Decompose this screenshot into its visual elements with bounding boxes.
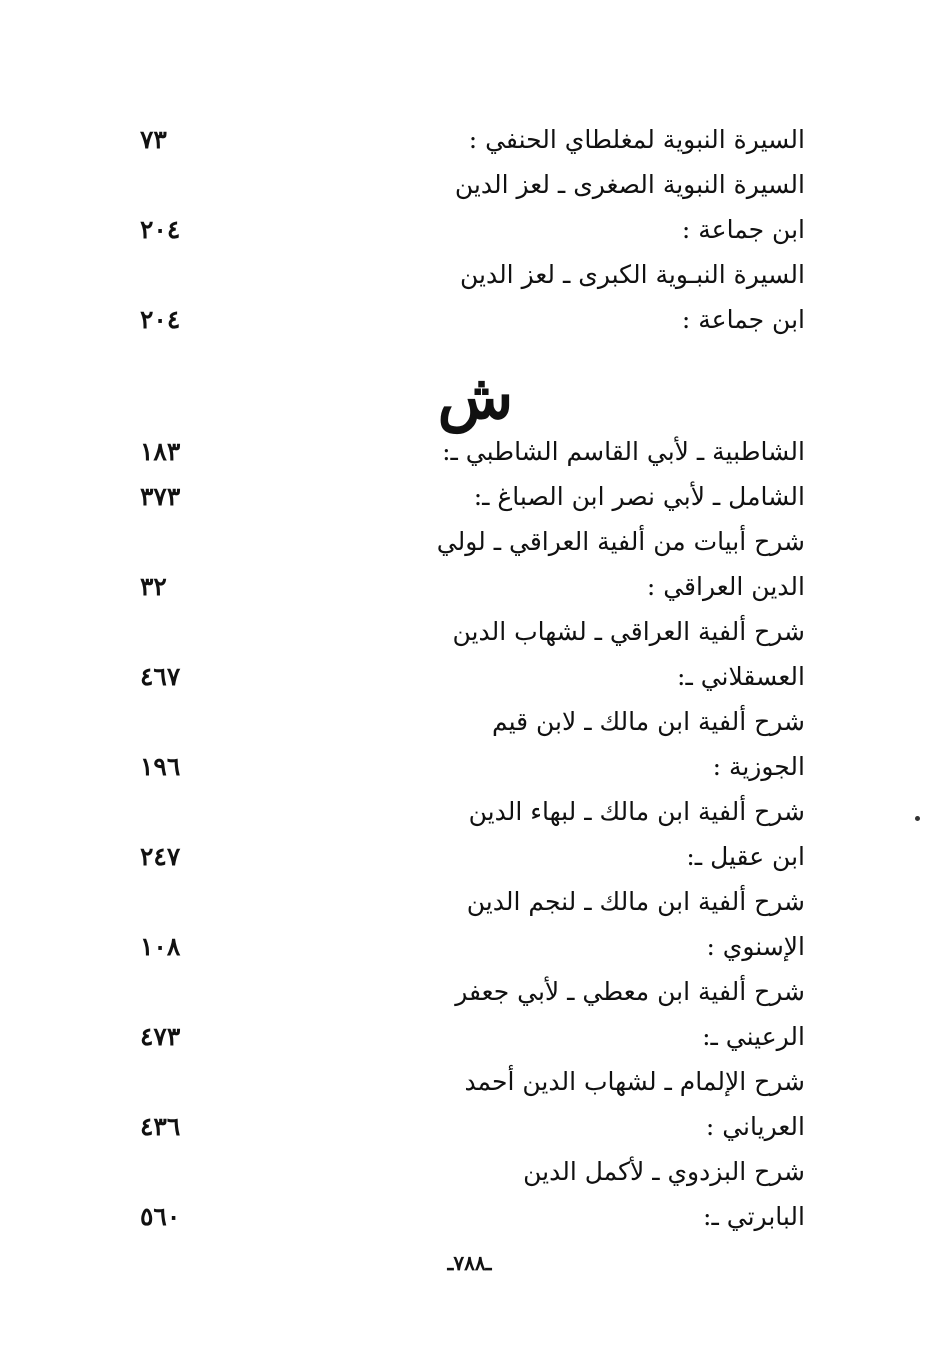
index-line xyxy=(120,700,805,744)
index-line xyxy=(120,118,805,162)
entry-title: الشاطبية ـ لأبي القاسم الشاطبي ـ: xyxy=(442,437,805,466)
entry-title: ابن عقيل ـ: xyxy=(686,842,805,871)
index-line xyxy=(120,1195,805,1239)
entry-title: شرح ألفية العراقي ـ لشهاب الدين xyxy=(452,617,805,646)
index-line xyxy=(120,835,805,879)
index-line xyxy=(120,298,805,342)
entry-page-number: ٢٤٧ xyxy=(140,842,181,871)
index-line xyxy=(120,475,805,519)
page-footer xyxy=(0,1248,939,1278)
index-line xyxy=(120,1105,805,1149)
entry-title: الجوزية : xyxy=(712,752,805,781)
entry-title: ابن جماعة : xyxy=(681,215,805,244)
page-number: ـ٧٨٨ـ xyxy=(447,1251,492,1275)
entry-page-number: ١٨٣ xyxy=(140,437,181,466)
entry-title: الإسنوي : xyxy=(706,932,805,961)
index-line xyxy=(120,925,805,969)
index-line xyxy=(120,565,805,609)
entry-title: السيرة النبـوية الكبرى ـ لعز الدين xyxy=(459,260,805,289)
entry-title: الشامل ـ لأبي نصر ابن الصباغ ـ: xyxy=(473,482,805,511)
entry-title: السيرة النبوية الصغرى ـ لعز الدين xyxy=(454,170,805,199)
entry-title: شرح أبيات من ألفية العراقي ـ لولي xyxy=(436,527,805,556)
entry-title: شرح ألفية ابن مالك ـ لبهاء الدين xyxy=(468,797,805,826)
index-line xyxy=(120,745,805,789)
entry-title: شرح ألفية ابن مالك ـ لابن قيم xyxy=(491,707,805,736)
index-line xyxy=(120,208,805,252)
index-line xyxy=(120,970,805,1014)
entry-title: شرح ألفية ابن مالك ـ لنجم الدين xyxy=(466,887,805,916)
entry-page-number: ٧٣ xyxy=(140,125,167,154)
entry-title: العسقلاني ـ: xyxy=(677,662,805,691)
index-line xyxy=(120,610,805,654)
entry-title: العرياني : xyxy=(705,1112,805,1141)
letter-heading-text: ش xyxy=(437,360,514,433)
index-line xyxy=(120,655,805,699)
index-line xyxy=(120,520,805,564)
entry-page-number: ٢٠٤ xyxy=(140,215,181,244)
index-line xyxy=(120,880,805,924)
entry-page-number: ٤٣٦ xyxy=(140,1112,181,1141)
index-line xyxy=(120,253,805,297)
entry-page-number: ٣٢ xyxy=(140,572,167,601)
letter-heading xyxy=(0,362,939,432)
entry-page-number: ٢٠٤ xyxy=(140,305,181,334)
index-line xyxy=(120,1015,805,1059)
entry-title: شرح الإلمام ـ لشهاب الدين أحمد xyxy=(464,1067,805,1096)
entry-page-number: ١٩٦ xyxy=(140,752,181,781)
index-line xyxy=(120,1060,805,1104)
entry-title: الدين العراقي : xyxy=(646,572,805,601)
index-line xyxy=(120,1150,805,1194)
entry-title: الرعيني ـ: xyxy=(702,1022,805,1051)
entry-page-number: ١٠٨ xyxy=(140,932,181,961)
entry-title: ابن جماعة : xyxy=(681,305,805,334)
entry-title: السيرة النبوية لمغلطاي الحنفي : xyxy=(468,125,805,154)
index-line xyxy=(120,430,805,474)
index-line xyxy=(120,163,805,207)
entry-page-number: ٣٧٣ xyxy=(140,482,181,511)
entry-page-number: ٤٦٧ xyxy=(140,662,181,691)
entry-page-number: ٤٧٣ xyxy=(140,1022,181,1051)
index-line xyxy=(120,790,805,834)
entry-title: شرح ألفية ابن معطي ـ لأبي جعفر xyxy=(455,977,805,1006)
scan-speck xyxy=(915,816,920,821)
entry-title: البابرتي ـ: xyxy=(703,1202,805,1231)
entry-page-number: ٥٦٠ xyxy=(140,1202,181,1231)
entry-title: شرح البزدوي ـ لأكمل الدين xyxy=(523,1157,805,1186)
